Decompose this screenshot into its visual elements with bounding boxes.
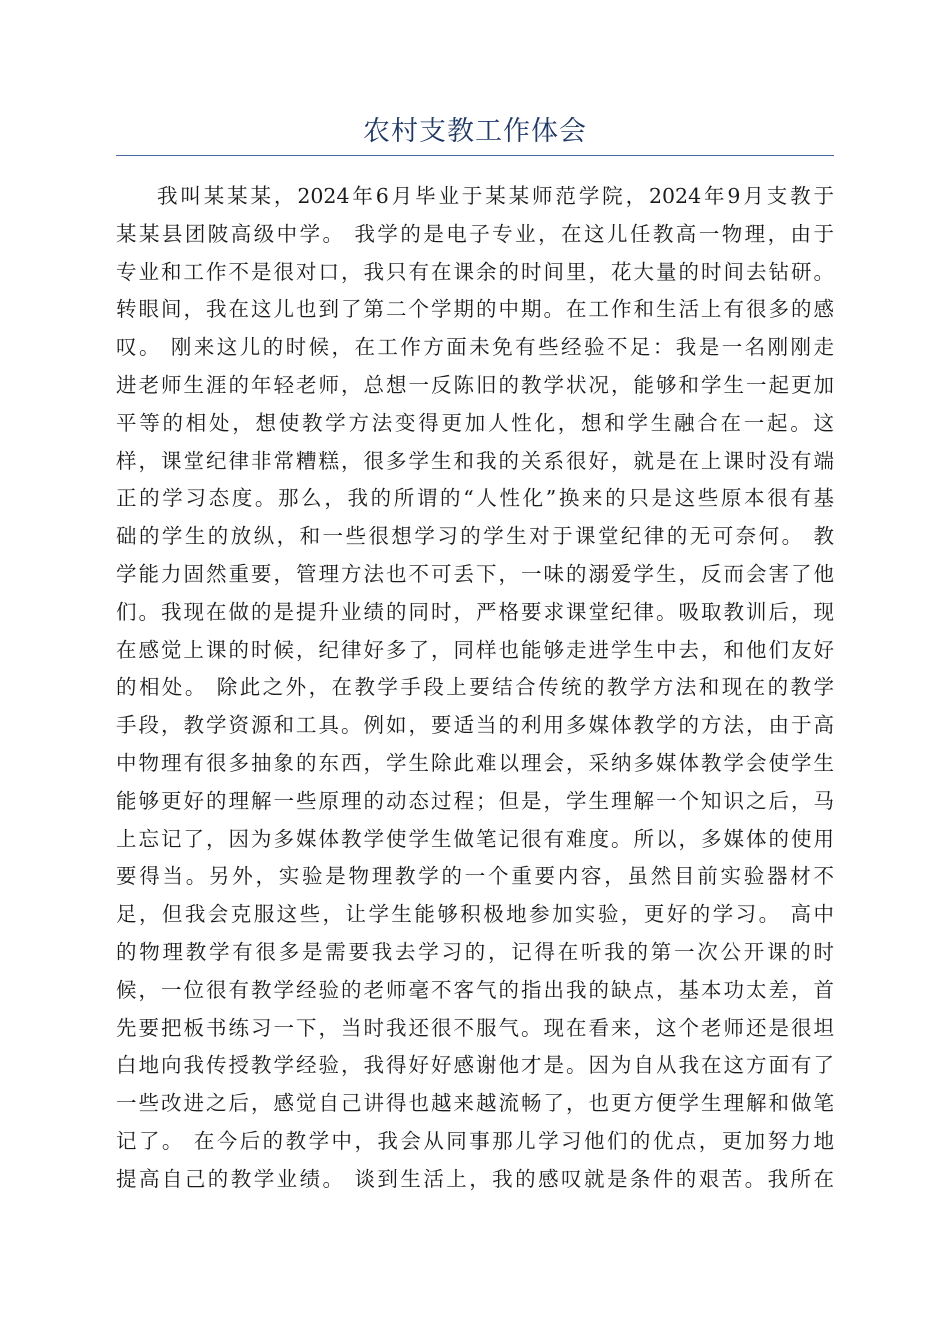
text-line: 先要把板书练习一下，当时我还很不服气。现在看来，这个老师还是很坦 [116,1015,834,1040]
body-text [116,178,834,1199]
text-line: 要得当。另外，实验是物理教学的一个重要内容，虽然目前实验器材不 [116,864,834,889]
text-line: 足，但我会克服这些，让学生能够积极地参加实验，更好的学习。 高中 [116,902,834,927]
text-line: 一些改进之后，感觉自己讲得也越来越流畅了，也更方便学生理解和做笔 [116,1091,834,1116]
text-line: 学能力固然重要，管理方法也不可丢下，一味的溺爱学生，反而会害了他 [116,561,834,586]
text-line: 正的学习态度。那么，我的所谓的“人性化”换来的只是这些原本很有基 [116,486,834,511]
text-line: 某某县团陂高级中学。 我学的是电子专业，在这儿任教高一物理，由于 [116,221,834,246]
text-line: 平等的相处，想使教学方法变得更加人性化，想和学生融合在一起。这 [116,410,834,435]
text-line: 叹。 刚来这儿的时候，在工作方面未免有些经验不足：我是一名刚刚走 [116,335,834,360]
document-title: 农村支教工作体会 [363,116,587,147]
text-line: 进老师生涯的年轻老师，总想一反陈旧的教学状况，能够和学生一起更加 [116,372,834,397]
title-underline [116,155,834,156]
text-line: 上忘记了，因为多媒体教学使学生做笔记很有难度。所以，多媒体的使用 [116,826,834,851]
text-line: 专业和工作不是很对口，我只有在课余的时间里，花大量的时间去钻研。 [116,259,834,284]
text-line: 候，一位很有教学经验的老师毫不客气的指出我的缺点，基本功太差，首 [116,977,834,1002]
text-line: 我叫某某某，2024年6月毕业于某某师范学院，2024年9月支教于 [157,184,834,208]
text-line: 记了。 在今后的教学中，我会从同事那儿学习他们的优点，更加努力地 [116,1128,834,1153]
text-line: 中物理有很多抽象的东西，学生除此难以理会，采纳多媒体教学会使学生 [116,750,834,775]
text-line: 手段，教学资源和工具。例如，要适当的利用多媒体教学的方法，由于高 [116,713,834,738]
text-line: 提高自己的教学业绩。 谈到生活上，我的感叹就是条件的艰苦。我所在 [116,1166,834,1191]
text-line: 的物理教学有很多是需要我去学习的，记得在听我的第一次公开课的时 [116,939,834,964]
text-line: 白地向我传授教学经验，我得好好感谢他才是。因为自从我在这方面有了 [116,1053,834,1078]
text-line: 们。我现在做的是提升业绩的同时，严格要求课堂纪律。吸取教训后，现 [116,599,834,624]
text-line: 在感觉上课的时候，纪律好多了，同样也能够走进学生中去，和他们友好 [116,637,834,662]
text-line: 的相处。 除此之外，在教学手段上要结合传统的教学方法和现在的教学 [116,675,834,700]
text-line: 样，课堂纪律非常糟糕，很多学生和我的关系很好，就是在上课时没有端 [116,448,834,473]
text-line: 能够更好的理解一些原理的动态过程；但是，学生理解一个知识之后，马 [116,788,834,813]
text-line: 转眼间，我在这儿也到了第二个学期的中期。在工作和生活上有很多的感 [116,297,834,322]
text-line: 础的学生的放纵，和一些很想学习的学生对于课堂纪律的无可奈何。 教 [116,524,834,549]
